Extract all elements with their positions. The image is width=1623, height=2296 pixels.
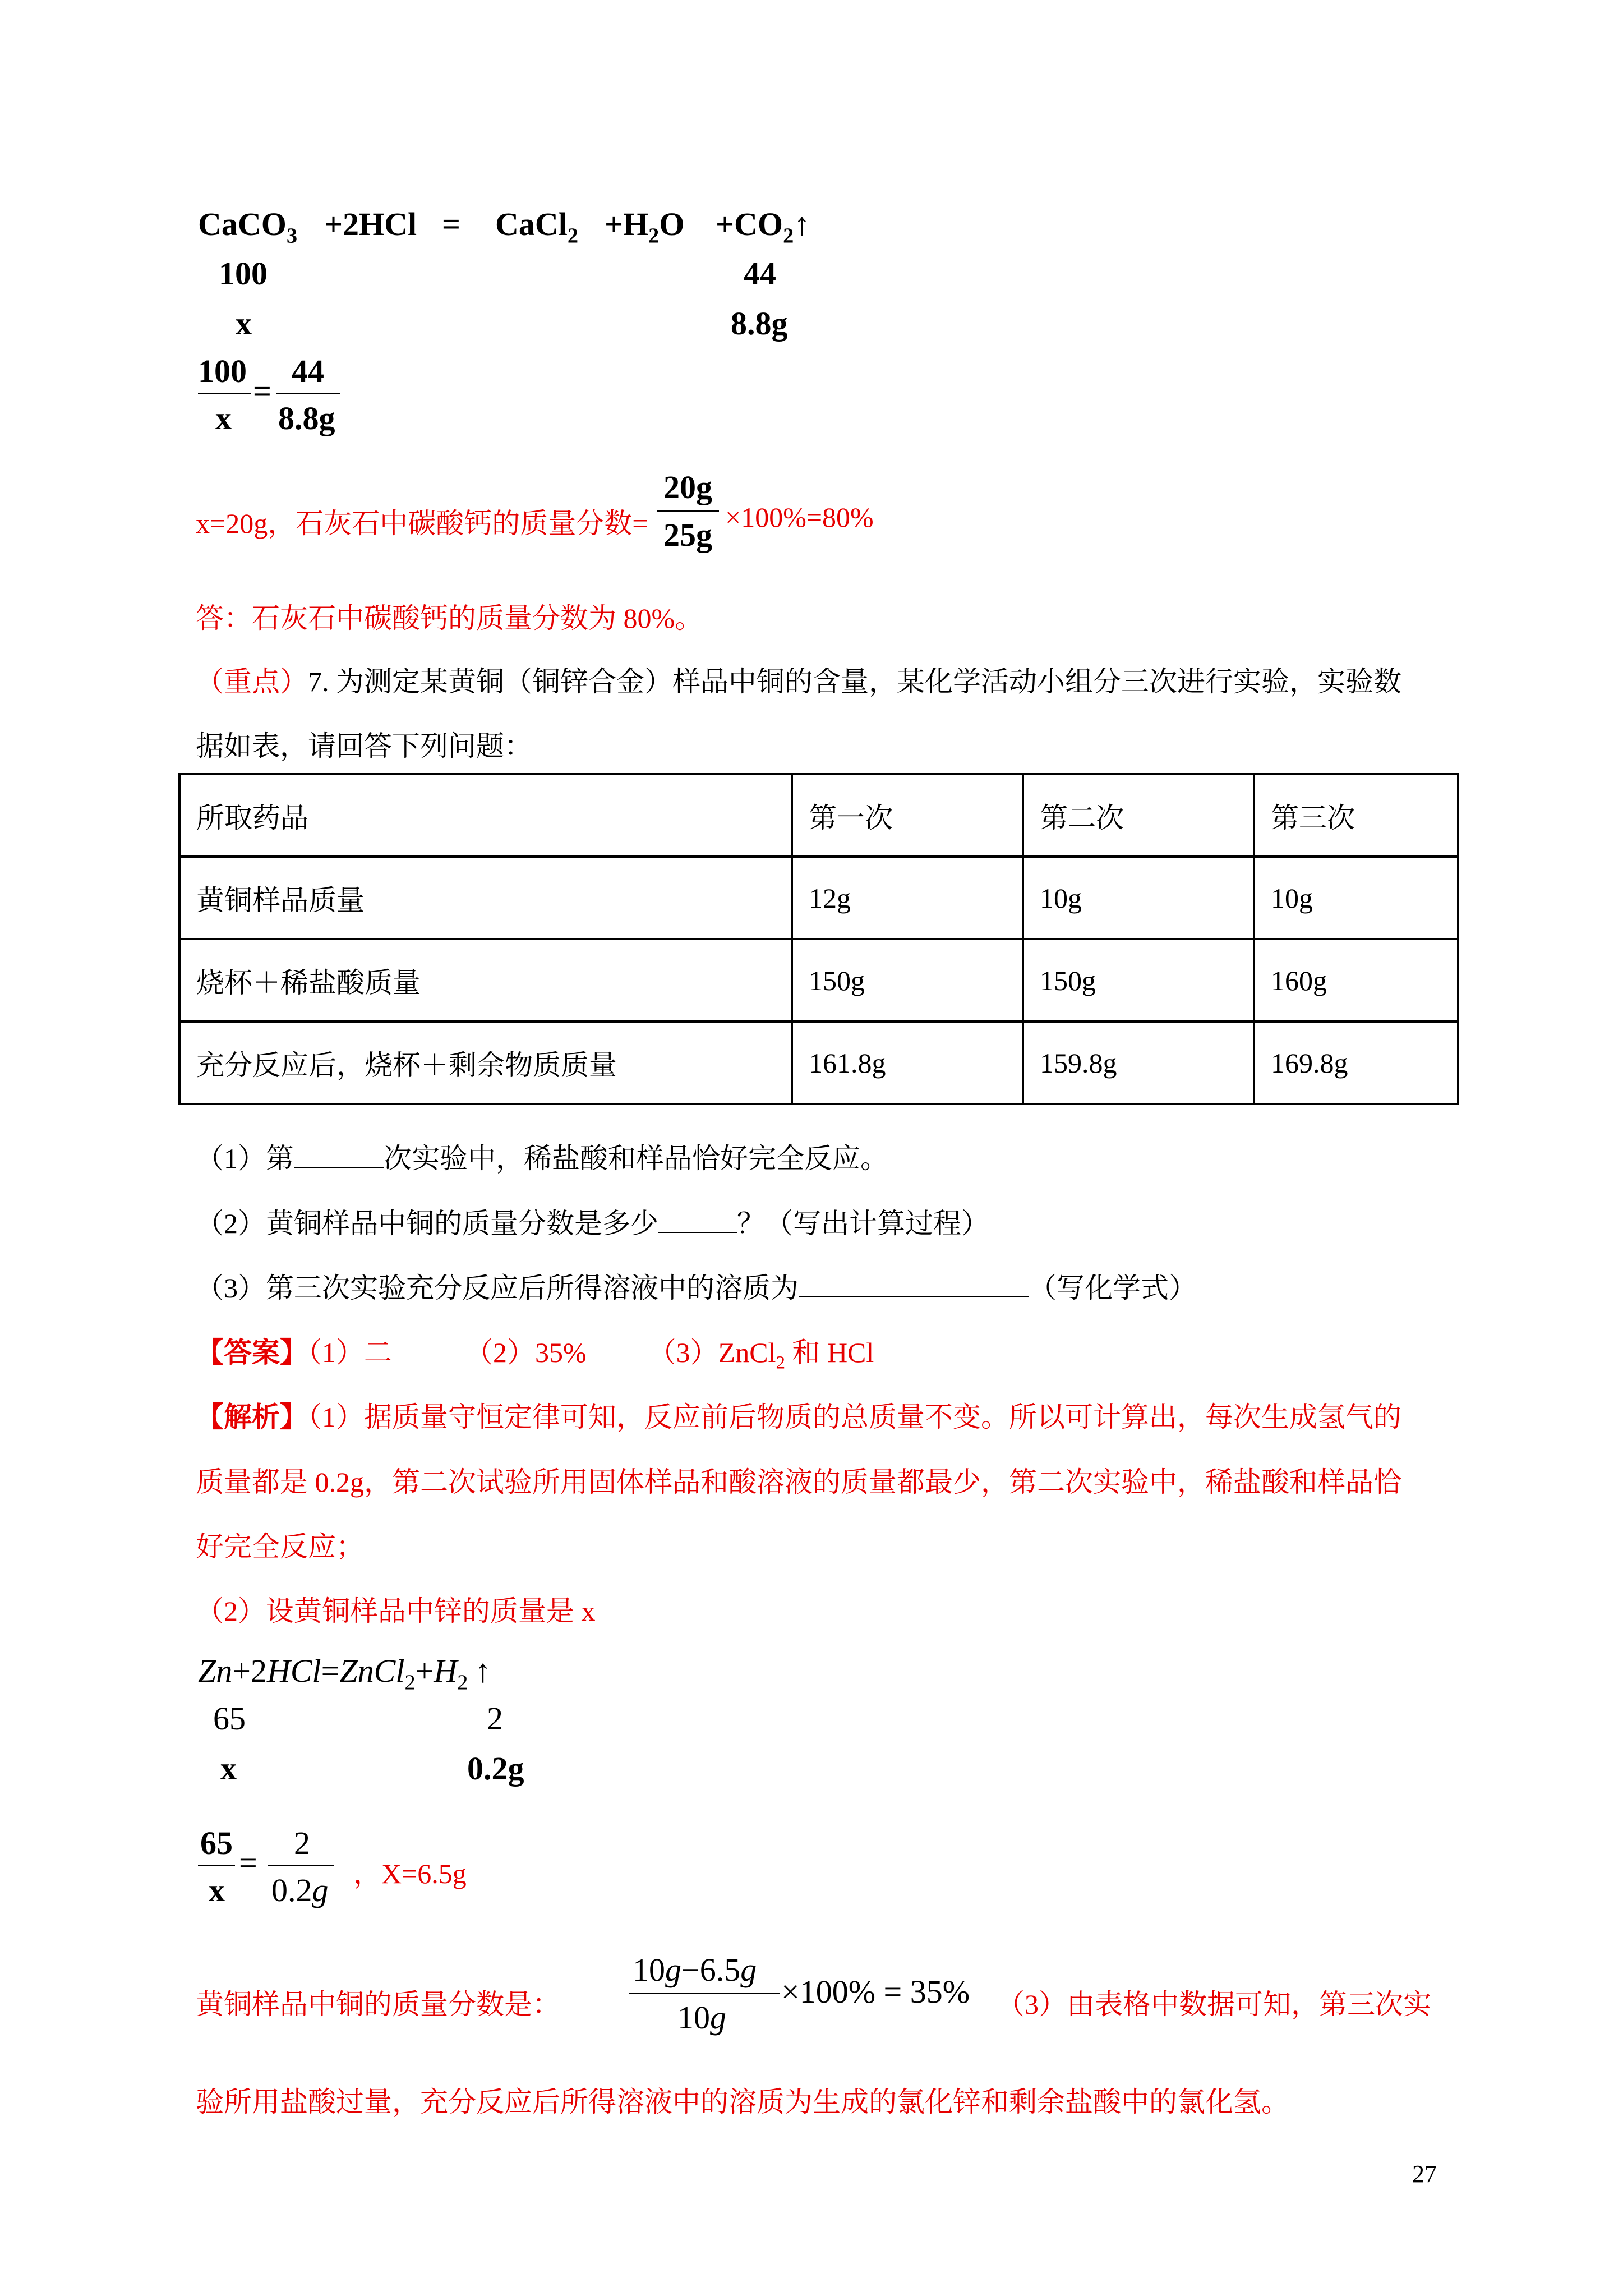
up-arrow-icon: ↑: [794, 206, 810, 242]
table-row: [179, 1022, 1458, 1104]
table-cell: 160g: [1254, 939, 1458, 1022]
question-7-line-2: 据如表，请回答下列问题：: [196, 730, 532, 762]
eq2-unknown: x: [220, 1750, 237, 1787]
answer-tag: 【答案】: [196, 1337, 308, 1368]
calc2-frac-line: [629, 1993, 780, 1994]
prop2-frac-line-1: [198, 1865, 235, 1866]
table-cell: 150g: [1023, 939, 1254, 1022]
prop1-num1: 100: [198, 353, 247, 389]
table-cell: 169.8g: [1254, 1022, 1458, 1104]
calc2-prefix: 黄铜样品中铜的质量分数是：: [196, 1989, 560, 2020]
prop1-equals: =: [253, 373, 272, 409]
answer-1: 答：石灰石中碳酸钙的质量分数为 80%。: [196, 602, 703, 634]
answer-blank-1: [294, 1144, 384, 1168]
eq1-caco3: CaCO$_3$: [198, 206, 298, 248]
prop2-frac-line-2: [268, 1865, 334, 1866]
eq2-given: 0.2g: [467, 1750, 524, 1787]
table-header-cell: 所取药品: [179, 774, 792, 857]
prop2-num1: 65: [200, 1825, 233, 1861]
table-row: [179, 939, 1458, 1022]
eq1-unknown: x: [236, 305, 252, 342]
table-cell: 烧杯＋稀盐酸质量: [179, 939, 792, 1022]
table-cell: 黄铜样品质量: [179, 857, 792, 939]
prop2-result: ，X=6.5g: [353, 1858, 467, 1889]
eq1-mass-co2: 44: [744, 255, 776, 292]
eq1-hcl: +2HCl: [324, 206, 417, 242]
eq1-given: 8.8g: [731, 305, 788, 342]
eq2-mass-zn: 65: [213, 1700, 246, 1737]
calc2-suffix: （3）由表格中数据可知，第三次实: [997, 1989, 1431, 2020]
prop1-frac-line-1: [198, 393, 251, 394]
prop2-den1: x: [209, 1872, 225, 1908]
prop2-den2: 0.2g: [271, 1872, 329, 1908]
eq1-equals: =: [442, 206, 461, 242]
prop2-num2: 2: [294, 1825, 310, 1861]
analysis-line-2: 质量都是 0.2g，第二次试验所用固体样品和酸溶液的质量都最少，第二次实验中，稀盐酸和样品恰: [196, 1466, 1401, 1498]
table-header-cell: 第三次: [1254, 774, 1458, 857]
prop1-num2: 44: [292, 353, 324, 389]
calc2-denominator: 10g: [677, 1999, 726, 2036]
table-cell: 10g: [1023, 857, 1254, 939]
calc2-line-2: 验所用盐酸过量，充分反应后所得溶液中的溶质为生成的氯化锌和剩余盐酸中的氯化氢。: [196, 2086, 1289, 2118]
table-row: [179, 857, 1458, 939]
table-cell: 150g: [792, 939, 1023, 1022]
table-cell: 12g: [792, 857, 1023, 939]
analysis-line-4: （2）设黄铜样品中锌的质量是 x: [196, 1595, 596, 1627]
eq1-co2: $+CO_2↑$: [716, 206, 810, 248]
sub-question-3: （3）第三次实验充分反应后所得溶液中的溶质为 （写化学式）: [196, 1272, 1197, 1304]
prop1-den2: 8.8g: [278, 400, 335, 436]
table-cell: 159.8g: [1023, 1022, 1254, 1104]
calc2-numerator: 10g−6.5g: [633, 1952, 757, 1988]
calc1-num: 20g: [663, 469, 712, 505]
table-cell: 161.8g: [792, 1022, 1023, 1104]
table-header-row: [179, 774, 1458, 857]
data-table: [178, 773, 1459, 1105]
focus-tag: （重点）: [196, 666, 308, 697]
table-cell: 10g: [1254, 857, 1458, 939]
table-header-cell: 第一次: [792, 774, 1023, 857]
prop1-den1: x: [215, 400, 232, 436]
prop2-equals: =: [239, 1844, 257, 1881]
question-7-line-1: （重点）7. 为测定某黄铜（铜锌合金）样品中铜的含量，某化学活动小组分三次进行实验，实验数: [196, 666, 1401, 697]
table-cell: 充分反应后，烧杯＋剩余物质质量: [179, 1022, 792, 1104]
eq2-mass-h2: 2: [487, 1700, 503, 1737]
eq1-mass-caco3: 100: [219, 255, 268, 292]
prop1-frac-line-2: [276, 393, 340, 394]
sub-question-2: （2）黄铜样品中铜的质量分数是多少 ？（写出计算过程）: [196, 1208, 989, 1239]
calc1-frac-line: [657, 510, 719, 512]
eq1-h2o: $+H_2O$: [605, 206, 685, 248]
analysis-line-3: 好完全反应；: [196, 1531, 364, 1562]
answer-blank-2: [658, 1209, 737, 1233]
answer-key: 【答案】（1）二 （2）35% （3）ZnCl$_2$ 和 HCl: [196, 1337, 874, 1373]
table-header-cell: 第二次: [1023, 774, 1254, 857]
calc1-prefix: x=20g，石灰石中碳酸钙的质量分数=: [196, 508, 648, 539]
calc2-result: ×100% = 35%: [781, 1973, 970, 2010]
calc1-den: 25g: [663, 517, 712, 553]
eq1-cacl2: CaCl$_2$: [495, 206, 579, 248]
calc1-suffix: ×100%=80%: [725, 501, 874, 533]
eq2-equation: $Zn+2HCl=ZnCl_2+H_2$ ↑: [198, 1653, 491, 1695]
page-number: 27: [1412, 2160, 1437, 2188]
up-arrow-icon: ↑: [474, 1653, 491, 1689]
analysis-line-1: 【解析】（1）据质量守恒定律可知，反应前后物质的总质量不变。所以可计算出，每次生成氢气的: [196, 1401, 1401, 1433]
analysis-tag: 【解析】: [196, 1401, 308, 1433]
answer-blank-3: [799, 1274, 1029, 1297]
sub-question-1: （1）第 次实验中，稀盐酸和样品恰好完全反应。: [196, 1143, 888, 1174]
